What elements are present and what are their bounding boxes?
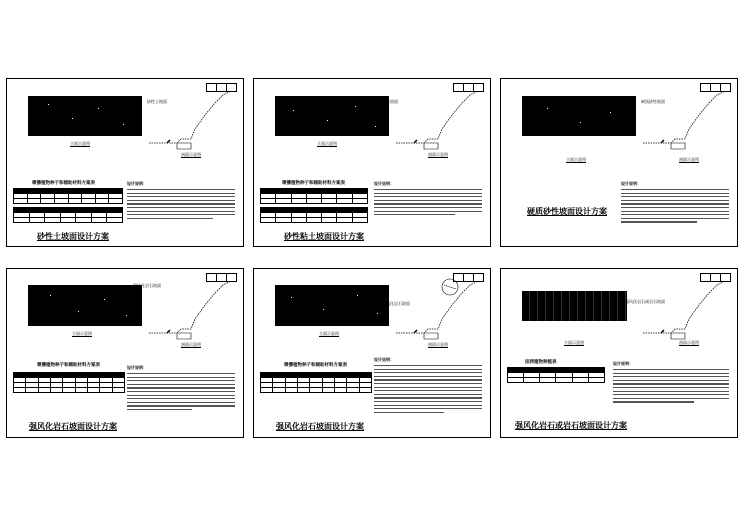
- slope-type-tag: 强风化岩石坡面: [382, 301, 410, 306]
- section-caption: 剖面示意图: [181, 152, 201, 157]
- slope-type-tag: 强风化岩石或岩石坡面: [625, 299, 665, 304]
- slope-type-tag: 强风化岩石坡面: [133, 283, 161, 288]
- elevation-planting-panel: [275, 285, 389, 326]
- sheet-title: 砂性粘土坡面设计方案: [284, 231, 364, 241]
- elevation-caption: 立面示意图: [70, 141, 90, 146]
- design-notes: [127, 181, 235, 221]
- seed-table: [13, 372, 125, 393]
- elevation-caption: 立面示意图: [564, 340, 584, 345]
- table-title: 挂网植物种植表: [525, 360, 557, 365]
- sheet-title: 砂性土坡面设计方案: [37, 231, 109, 241]
- design-notes: [374, 357, 482, 415]
- slope-type-tag: 砂性土坡面: [147, 99, 167, 104]
- slope-profile: [641, 85, 731, 155]
- material-table: [13, 207, 123, 223]
- elevation-planting-panel: [275, 96, 389, 136]
- elevation-planting-panel: [28, 285, 142, 326]
- slope-profile: [147, 275, 237, 345]
- drawing-sheet-6[interactable]: [500, 268, 738, 438]
- planting-table: [507, 367, 605, 383]
- sheet-title: 强风化岩石坡面设计方案: [29, 421, 117, 431]
- notes-heading: 设计说明：: [127, 365, 147, 370]
- table-title: 喷播植物种子和辅助材料方案表: [282, 181, 345, 186]
- design-notes: [621, 181, 729, 225]
- sheet-title: 强风化岩石坡面设计方案: [276, 421, 364, 431]
- drawing-sheet-2[interactable]: [253, 78, 491, 247]
- design-notes: [374, 181, 482, 218]
- notes-heading: 设计说明：: [127, 181, 147, 186]
- elevation-caption: 立面示意图: [319, 331, 339, 336]
- table-title: 喷播植物种子和辅助材料方案表: [284, 363, 347, 368]
- seed-table: [260, 188, 368, 204]
- notes-heading: 设计说明：: [613, 361, 633, 366]
- slope-profile: [394, 85, 484, 155]
- table-title: 喷播植物种子和辅助材料方案表: [32, 181, 95, 186]
- sheet-title: 强风化岩石或岩石坡面设计方案: [515, 420, 627, 430]
- design-notes: [127, 365, 235, 413]
- slope-profile: [641, 275, 731, 345]
- seed-table: [13, 188, 123, 204]
- elevation-planting-panel: [28, 96, 142, 136]
- table-title: 喷播植物种子和辅助材料方案表: [37, 363, 100, 368]
- section-caption: 剖面示意图: [181, 342, 201, 347]
- section-caption: 剖面示意图: [428, 342, 448, 347]
- elevation-caption: 立面示意图: [317, 141, 337, 146]
- elevation-caption: 立面示意图: [566, 157, 586, 162]
- section-caption: 剖面示意图: [679, 340, 699, 345]
- design-notes: [613, 361, 729, 405]
- sheet-title: 硬质砂性坡面设计方案: [527, 206, 607, 216]
- seed-table: [260, 372, 372, 393]
- section-caption: 剖面示意图: [428, 152, 448, 157]
- section-caption: 剖面示意图: [679, 157, 699, 162]
- notes-heading: 设计说明：: [621, 181, 641, 186]
- drawing-sheet-4[interactable]: [6, 268, 244, 438]
- slope-type-tag: 硬质砂性坡面: [641, 99, 665, 104]
- mesh-elevation-panel: [522, 291, 627, 321]
- material-table: [260, 207, 368, 223]
- elevation-caption: 立面示意图: [72, 331, 92, 336]
- slope-profile: [394, 275, 484, 345]
- slope-type-tag: 砂性粘土坡面: [374, 99, 398, 104]
- drawing-sheet-3[interactable]: [500, 78, 738, 247]
- elevation-planting-panel: [522, 96, 636, 136]
- drawing-sheet-1[interactable]: [6, 78, 244, 247]
- notes-heading: 设计说明：: [374, 357, 394, 362]
- drawing-sheet-5[interactable]: [253, 268, 491, 438]
- slope-profile: [147, 85, 237, 155]
- notes-heading: 设计说明：: [374, 181, 394, 186]
